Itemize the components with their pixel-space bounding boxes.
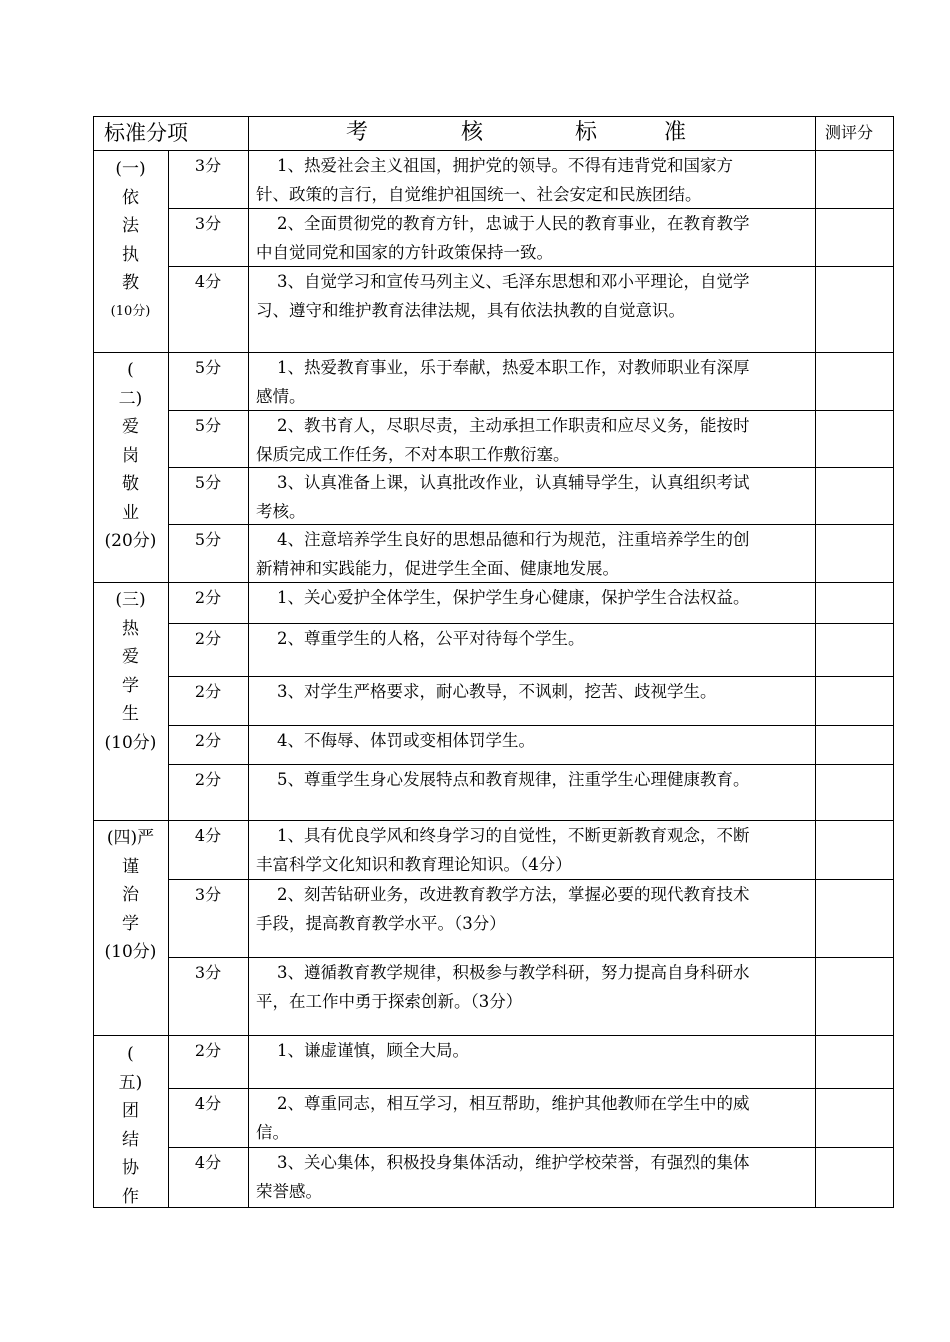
- header-criteria-char-3: 标: [575, 120, 598, 145]
- item-criteria-line: 中自觉同党和国家的方针政策保持一致。: [256, 242, 553, 262]
- item-score: 4分: [194, 826, 222, 845]
- category-label-line: (10分): [104, 942, 157, 962]
- category-label: [93, 1040, 168, 1211]
- category-label-line: (10分): [110, 303, 151, 319]
- table-border-right: [893, 116, 894, 1208]
- category-label-line: 学: [122, 675, 139, 696]
- header-criteria-char-1: 考: [346, 120, 369, 145]
- category-label-line: 业: [122, 502, 139, 523]
- category-label-line: 结: [122, 1129, 139, 1150]
- item-score: 3分: [194, 963, 222, 982]
- category-label-line: 协: [122, 1158, 139, 1178]
- item-divider: [168, 1147, 893, 1148]
- item-divider: [168, 879, 893, 880]
- category-label-line: (10分): [104, 732, 157, 753]
- category-label-line: 二): [118, 388, 143, 409]
- item-criteria: [249, 822, 811, 879]
- item-criteria: [249, 959, 811, 1016]
- item-criteria-line: 3、关心集体，积极投身集体活动，维护学校荣誉，有强烈的集体: [277, 1153, 750, 1172]
- column-divider-score: [815, 116, 816, 1208]
- header-criteria-char-2: 核: [461, 120, 484, 145]
- item-criteria: [249, 678, 811, 707]
- category-label-line: 热: [122, 618, 139, 639]
- item-criteria-line: 1、具有优良学风和终身学习的自觉性，不断更新教育观念，不断: [277, 826, 750, 845]
- item-score: 2分: [194, 682, 222, 701]
- category-label-line: 团: [122, 1101, 139, 1121]
- category-label-line: 爱: [122, 647, 139, 667]
- item-criteria-line: 4、注意培养学生良好的思想品德和行为规范，注重培养学生的创: [277, 530, 750, 549]
- item-divider: [168, 623, 893, 624]
- item-criteria: [249, 152, 811, 209]
- category-label-line: (四)严: [106, 828, 155, 848]
- item-criteria-line: 平，在工作中勇于探索创新。（3分）: [256, 991, 523, 1011]
- category-divider: [93, 1207, 894, 1208]
- category-label: [93, 586, 168, 757]
- item-criteria-line: 3、遵循教育教学规律，积极参与教学科研，努力提高自身科研水: [277, 963, 750, 982]
- item-criteria: [249, 584, 811, 613]
- category-divider: [93, 820, 894, 821]
- category-label-line: 爱: [122, 417, 139, 437]
- item-criteria: [249, 210, 811, 267]
- item-criteria-line: 4、不侮辱、体罚或变相体罚学生。: [277, 731, 535, 750]
- item-criteria-line: 1、热爱教育事业，乐于奉献，热爱本职工作，对教师职业有深厚: [277, 358, 750, 377]
- table-border-top: [93, 116, 894, 117]
- category-label-line: 学: [122, 913, 139, 934]
- item-score: 5分: [194, 530, 222, 549]
- category-label-line: 生: [122, 704, 139, 724]
- item-criteria: [249, 1037, 811, 1066]
- header-criteria-char-4: 准: [664, 120, 687, 145]
- item-criteria-line: 信。: [256, 1122, 289, 1142]
- item-divider: [168, 676, 893, 677]
- item-score: 5分: [194, 358, 222, 377]
- category-label-line: 岗: [122, 445, 139, 466]
- header-score: 测评分: [825, 123, 874, 142]
- category-label-line: 执: [122, 244, 139, 265]
- item-criteria-line: 3、认真准备上课，认真批改作业，认真辅导学生，认真组织考试: [277, 473, 750, 492]
- item-score: 5分: [194, 416, 222, 435]
- category-label-line: (: [127, 360, 134, 380]
- item-divider: [168, 764, 893, 765]
- item-criteria: [249, 268, 811, 325]
- item-score: 2分: [194, 588, 222, 607]
- category-label-line: 五): [118, 1072, 143, 1093]
- item-criteria: [249, 727, 811, 756]
- item-score: 4分: [194, 1153, 222, 1172]
- category-label-line: (一): [115, 159, 146, 179]
- item-criteria-line: 2、尊重学生的人格，公平对待每个学生。: [277, 629, 585, 648]
- category-label-line: (三): [115, 590, 146, 610]
- category-label-line: 依: [122, 187, 139, 208]
- item-score: 5分: [194, 473, 222, 492]
- item-score: 4分: [194, 272, 222, 291]
- item-score: 2分: [194, 629, 222, 648]
- item-score: 4分: [194, 1094, 222, 1113]
- item-score: 3分: [194, 885, 222, 904]
- item-criteria-line: 1、热爱社会主义祖国，拥护党的领导。不得有违背党和国家方: [277, 156, 733, 175]
- item-criteria: [249, 1149, 811, 1206]
- category-label-line: 敬: [122, 474, 139, 494]
- item-criteria-line: 考核。: [256, 501, 306, 521]
- category-label-line: (: [127, 1044, 134, 1064]
- category-label-line: 作: [122, 1186, 139, 1207]
- category-divider: [93, 1035, 894, 1036]
- category-label: [93, 155, 168, 326]
- item-score: 2分: [194, 1041, 222, 1060]
- category-label-line: 治: [122, 885, 139, 905]
- item-criteria-line: 5、尊重学生身心发展特点和教育规律，注重学生心理健康教育。: [277, 770, 750, 789]
- item-criteria: [249, 881, 811, 938]
- item-criteria-line: 2、刻苦钻研业务，改进教育教学方法，掌握必要的现代教育技术: [277, 885, 750, 904]
- category-label: [93, 356, 168, 556]
- item-criteria-line: 丰富科学文化知识和教育理论知识。（4分）: [256, 854, 572, 874]
- item-criteria: [249, 354, 811, 411]
- item-criteria: [249, 412, 811, 469]
- item-criteria-line: 1、关心爱护全体学生，保护学生身心健康，保护学生合法权益。: [277, 588, 750, 607]
- category-label-line: 教: [122, 273, 139, 293]
- item-criteria: [249, 766, 811, 795]
- item-criteria: [249, 1090, 811, 1147]
- item-divider: [168, 1088, 893, 1089]
- item-criteria-line: 新精神和实践能力，促进学生全面、健康地发展。: [256, 558, 619, 578]
- header-category: 标准分项: [104, 121, 188, 145]
- item-criteria-line: 3、对学生严格要求，耐心教导，不讽刺，挖苦、歧视学生。: [277, 682, 717, 701]
- item-criteria: [249, 625, 811, 654]
- item-criteria-line: 手段，提高教育教学水平。（3分）: [256, 913, 506, 933]
- item-criteria-line: 2、尊重同志，相互学习，相互帮助，维护其他教师在学生中的威: [277, 1094, 750, 1113]
- item-criteria-line: 2、教书育人，尽职尽责，主动承担工作职责和应尽义务，能按时: [277, 416, 750, 435]
- header-divider: [93, 150, 894, 151]
- item-divider: [168, 725, 893, 726]
- item-score: 3分: [194, 156, 222, 175]
- category-label: [93, 824, 168, 967]
- item-criteria-line: 2、全面贯彻党的教育方针，忠诚于人民的教育事业，在教育教学: [277, 214, 750, 233]
- item-criteria-line: 荣誉感。: [256, 1181, 322, 1201]
- item-criteria: [249, 469, 811, 526]
- item-criteria-line: 保质完成工作任务，不对本职工作敷衍塞。: [256, 444, 570, 464]
- category-divider: [93, 352, 894, 353]
- item-criteria-line: 习、遵守和维护教育法律法规，具有依法执教的自觉意识。: [256, 300, 685, 320]
- item-score: 2分: [194, 770, 222, 789]
- item-criteria-line: 3、自觉学习和宣传马列主义、毛泽东思想和邓小平理论，自觉学: [277, 272, 750, 291]
- category-label-line: 法: [122, 216, 139, 236]
- item-score: 2分: [194, 731, 222, 750]
- item-score: 3分: [194, 214, 222, 233]
- item-criteria-line: 1、谦虚谨慎，顾全大局。: [277, 1041, 469, 1060]
- item-criteria-line: 针、政策的言行，自觉维护祖国统一、社会安定和民族团结。: [256, 184, 702, 204]
- item-divider: [168, 957, 893, 958]
- category-label-line: (20分): [104, 531, 157, 551]
- category-label-line: 谨: [122, 856, 139, 877]
- item-criteria: [249, 526, 811, 583]
- item-criteria-line: 感情。: [256, 386, 306, 406]
